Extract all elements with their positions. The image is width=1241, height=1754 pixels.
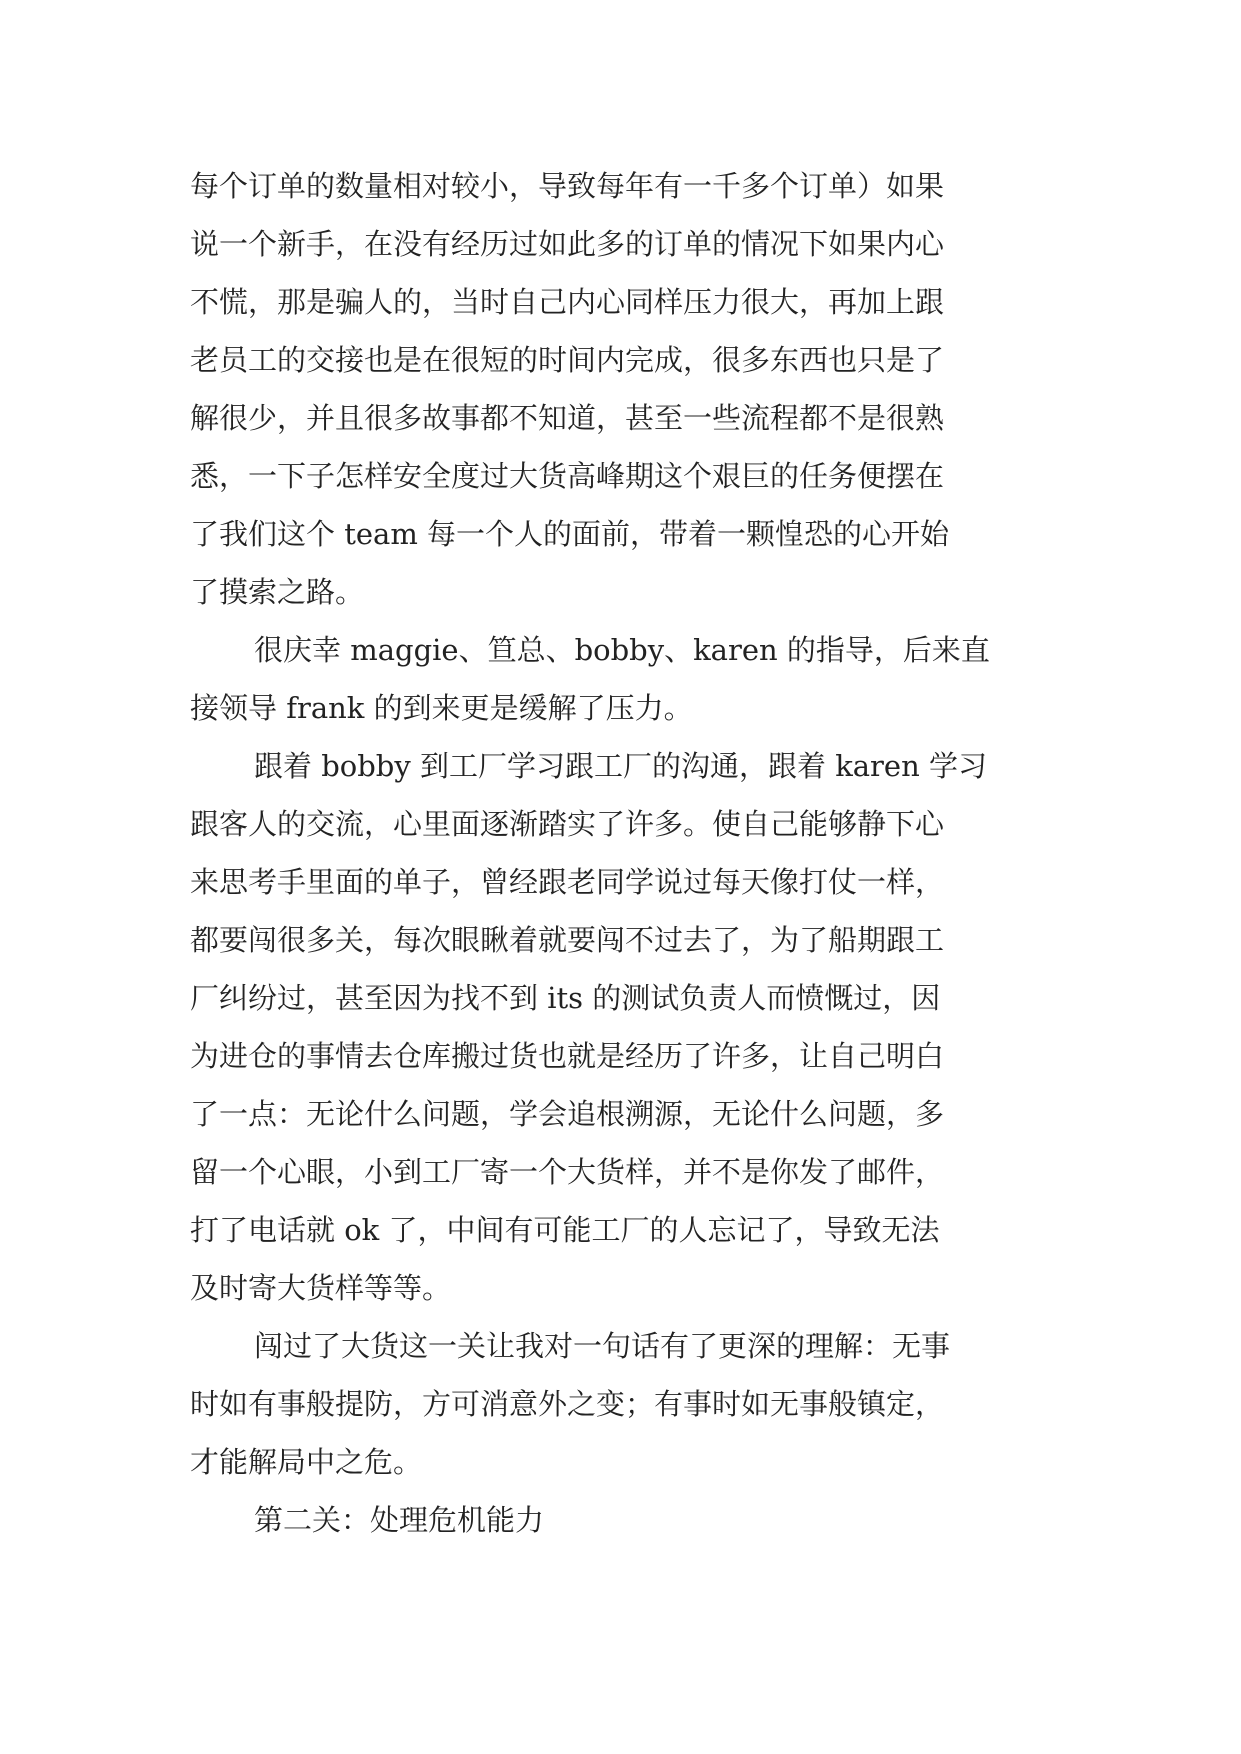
text-line: 每个订单的数量相对较小，导致每年有一千多个订单）如果 (190, 169, 945, 203)
text-line: 跟客人的交流，心里面逐渐踏实了许多。使自己能够静下心 (190, 807, 945, 841)
text-line: 及时寄大货样等等。 (190, 1271, 452, 1305)
text-line: 留一个心眼，小到工厂寄一个大货样，并不是你发了邮件， (190, 1155, 945, 1189)
document-body (190, 157, 1060, 1549)
text-line: 说一个新手，在没有经历过如此多的订单的情况下如果内心 (190, 227, 945, 261)
text-line: 悉，一下子怎样安全度过大货高峰期这个艰巨的任务便摆在 (190, 459, 945, 493)
text-line: 都要闯很多关，每次眼瞅着就要闯不过去了，为了船期跟工 (190, 923, 945, 957)
text-line: 打了电话就 ok 了，中间有可能工厂的人忘记了，导致无法 (190, 1213, 940, 1247)
text-line: 接领导 frank 的到来更是缓解了压力。 (190, 691, 693, 725)
text-line: 来思考手里面的单子，曾经跟老同学说过每天像打仗一样， (190, 865, 945, 899)
paragraph-first-line: 闯过了大货这一关让我对一句话有了更深的理解：无事 (254, 1329, 951, 1363)
text-line: 时如有事般提防，方可消意外之变；有事时如无事般镇定， (190, 1387, 945, 1421)
paragraph-first-line: 跟着 bobby 到工厂学习跟工厂的沟通，跟着 karen 学习 (254, 749, 987, 783)
text-line: 才能解局中之危。 (190, 1445, 423, 1479)
paragraph-first-line: 很庆幸 maggie、笪总、bobby、karen 的指导，后来直 (254, 633, 990, 667)
section-heading: 第二关：处理危机能力 (254, 1503, 545, 1537)
text-line: 为进仓的事情去仓库搬过货也就是经历了许多，让自己明白 (190, 1039, 945, 1073)
text-line: 老员工的交接也是在很短的时间内完成，很多东西也只是了 (190, 343, 945, 377)
text-line: 不慌，那是骗人的，当时自己内心同样压力很大，再加上跟 (190, 285, 945, 319)
text-line: 厂纠纷过，甚至因为找不到 its 的测试负责人而愤慨过，因 (190, 981, 941, 1015)
text-line: 解很少，并且很多故事都不知道，甚至一些流程都不是很熟 (190, 401, 945, 435)
text-line: 了摸索之路。 (190, 575, 365, 609)
text-line: 了一点：无论什么问题，学会追根溯源，无论什么问题，多 (190, 1097, 945, 1131)
text-line: 了我们这个 team 每一个人的面前，带着一颗惶恐的心开始 (190, 517, 950, 551)
